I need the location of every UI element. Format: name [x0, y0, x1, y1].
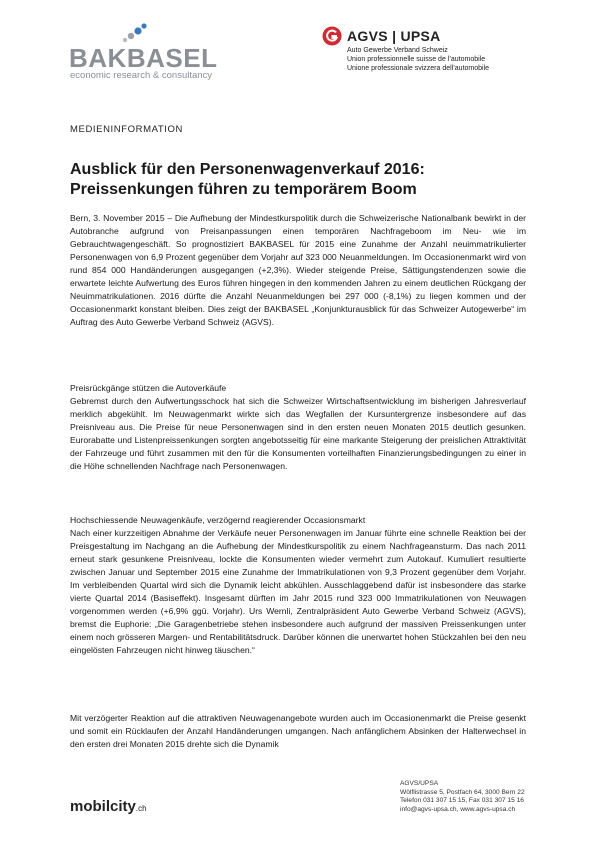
section-heading-1: Preisrückgänge stützen die Autoverkäufe	[70, 383, 227, 393]
agvs-logo	[322, 26, 542, 76]
paragraph-1: Bern, 3. November 2015 – Die Aufhebung der Mindestkurspolitik durch die Schweizerische Nationalbank bewirkt in der Autobranche aufgrund von Preisanpassungen einen temporären Nachfrageboom im Neu- wie im Gebrauchtwagengeschäft. So prognostiziert BAKBASEL für 2015 eine Zunahme der Anzahl neuimmatrikulierter Personenwagen von 6,9 Prozent gegenüber dem Vorjahr auf 323 000 Neuanmeldungen. Im Occasionenmarkt wird von rund 854 000 Handänderungen ausgegangen (+2,3%). Wieder steigende Preise, Sättigungstendenzen sowie die erwartete leichte Aufwertung des Euros führen hingegen in den kommenden Jahren zu einem deutlichen Rückgang der Neuimmatrikulationen. 2016 dürfte die Anzahl Neuanmeldungen bei 297 000 (-8,1%) zu liegen kommen und der Occasionenmarkt konstant bleiben. Dies zeigt der BAKBASEL „Konjunkturausblick für das Schweizer Autogewerbe“ im Auftrag des Auto Gewerbe Verband Schweiz (AGVS).	[70, 213, 526, 327]
mobilcity-logo	[70, 798, 147, 818]
mobilcity-logo-text: mobilcity	[70, 798, 136, 815]
agvs-emblem-icon	[322, 26, 342, 46]
bakbasel-dots-icon	[109, 22, 149, 44]
section-heading-2: Hochschiessende Neuwagenkäufe, verzögernd reagierender Occasionsmarkt	[70, 515, 366, 525]
mobilcity-logo-suffix: .ch	[135, 804, 147, 813]
agvs-name: AGVS | UPSA	[347, 28, 441, 44]
document-title: Ausblick für den Personenwagenverkauf 2016: Preissenkungen führen zu temporärem Boom	[70, 161, 425, 198]
agvs-line-2: Union professionnelle suisse de l’automobile	[347, 56, 486, 63]
footer-org: AGVS/UPSA	[400, 780, 439, 787]
bakbasel-logo	[69, 22, 219, 82]
footer-address	[400, 780, 540, 814]
paragraph-3: Nach einer kurzzeitigen Abnahme der Verkäufe neuer Personenwagen im Januar führte eine schnelle Reaktion bei der Preisgestaltung im Nachgang an die Aufhebung der Mindestkurspolitik zu einem Nachfrageansturm. Das nach 2011 erneut stark gesunkene Preisniveau, lockte die Konsumenten wieder vermehrt zum Autokauf. Kumuliert resultierte zwischen Januar und September 2015 eine Zunahme der Immatrikulationen von 9,3 Prozent gegenüber dem Vorjahr. Im verbleibenden Quartal wird sich die Dynamik leicht abkühlen. Ausschlaggebend dafür ist insbesondere das starke vierte Quartal 2014 (Basiseffekt). Insgesamt dürften im Jahr 2015 rund 323 000 Immatrikulationen von Neuwagen vorgenommen werden (+6,9% ggü. Vorjahr). Urs Wernli, Zentralpräsident Auto Gewerbe Verband Schweiz (AGVS), bremst die Euphorie: „Die Garagenbetriebe stehen insbesondere auch aufgrund der massiven Preissenkungen unter einem noch grösseren Margen- und Rentabilitätsdruck. Darüber können die unerwartet hohen Stückzahlen bei den neu eingelösten Fahrzeugen nicht hinweg täuschen.“	[70, 528, 526, 655]
footer-street: Wölflistrasse 5, Postfach 64, 3000 Bern 22	[400, 788, 525, 796]
bakbasel-name: BAKBASEL	[69, 43, 218, 73]
footer-contact: info@agvs-upsa.ch, www.agvs-upsa.ch	[400, 805, 516, 813]
agvs-line-1: Auto Gewerbe Verband Schweiz	[347, 47, 448, 54]
agvs-line-3: Unione professionale svizzera dell’automobile	[347, 65, 490, 72]
bakbasel-tagline: economic research & consultancy	[70, 70, 213, 81]
paragraph-4: Mit verzögerter Reaktion auf die attraktiven Neuwagenangebote wurden auch im Occasionenmarkt die Preise gesenkt und somit ein Rücklaufen der Anzahl Handänderungen umgangen. Nach anfänglichem Absinken der Halterwechsel in den ersten drei Monaten 2015 drehte sich die Dynamik	[70, 713, 526, 749]
footer-phone: Telefon 031 307 15 15, Fax 031 307 15 16	[400, 797, 524, 805]
paragraph-2: Gebremst durch den Aufwertungsschock hat sich die Schweizer Wirtschaftsentwicklung im bisherigen Jahresverlauf merklich abgekühlt. Im Neuwagenmarkt wirkte sich das Wegfallen der Kursuntergrenze insbesondere auf das Preisniveau aus. Die Preise für neue Personenwagen sind in den ersten neuen Monaten 2015 deutlich gesunken. Eurorabatte und Listenpreissenkungen sorgten angebotsseitig für eine markante Steigerung der preislichen Attraktivität der Fahrzeuge und führt zusammen mit den für die Konsumenten vorteilhaften Finanzierungsbedingungen zu einer in die Höhe schnellenden Nachfrage nach Personenwagen.	[70, 396, 526, 471]
document-label: MEDIENINFORMATION	[70, 124, 183, 135]
